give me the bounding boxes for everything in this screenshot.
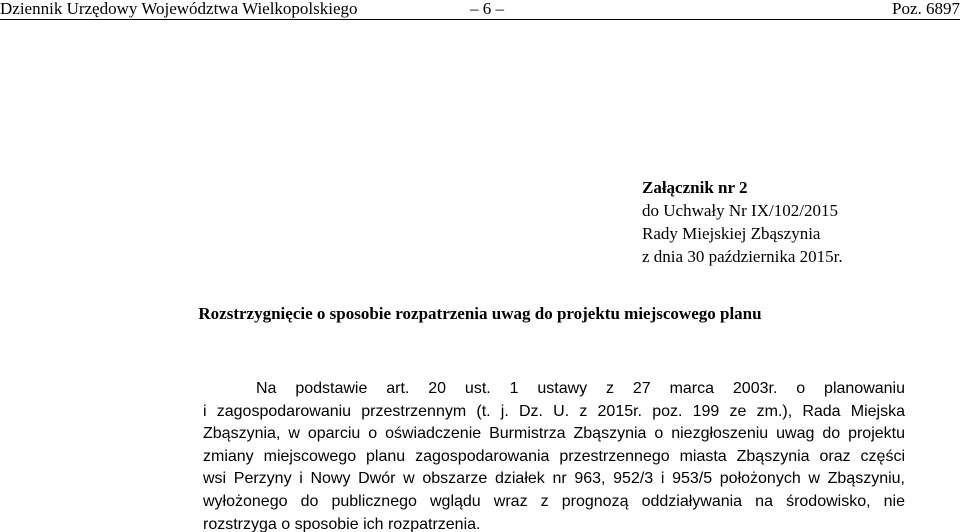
body-line: rozstrzyga o sposobie ich rozpatrzenia. bbox=[203, 515, 481, 532]
body-line: zmiany miejscowego planu zagospodarowania przestrzennego miasta Zbąszynia oraz części bbox=[203, 447, 905, 465]
annex-block bbox=[642, 176, 843, 268]
body-paragraph bbox=[203, 378, 905, 532]
page-header bbox=[0, 0, 960, 18]
body-line: i zagospodarowaniu przestrzennym (t. j. Dz. U. z 2015r. poz. 199 ze zm.), Rada Miejska bbox=[203, 402, 905, 420]
annex-date: z dnia 30 października 2015r. bbox=[642, 247, 843, 266]
header-divider bbox=[0, 19, 960, 20]
page-number: – 6 – bbox=[470, 0, 504, 18]
body-line: wyłożonego do publicznego wglądu wraz z prognozą oddziaływania na środowisko, nie bbox=[203, 492, 905, 510]
position-number: Poz. 6897 bbox=[892, 0, 960, 18]
journal-title: Dziennik Urzędowy Województwa Wielkopolskiego bbox=[0, 0, 358, 18]
annex-resolution: do Uchwały Nr IX/102/2015 bbox=[642, 201, 838, 220]
annex-council: Rady Miejskiej Zbąszynia bbox=[642, 224, 821, 243]
body-line: Na podstawie art. 20 ust. 1 ustawy z 27 marca 2003r. o planowaniu bbox=[256, 380, 905, 397]
body-line: Zbąszynia, w oparciu o oświadczenie Burmistrza Zbąszynia o niezgłoszeniu uwag do projektu bbox=[203, 425, 905, 443]
body-line: wsi Perzyny i Nowy Dwór w obszarze działek nr 963, 952/3 i 953/5 położonych w Zbąszyniu, bbox=[203, 470, 905, 488]
document-title: Rozstrzygnięcie o sposobie rozpatrzenia uwag do projektu miejscowego planu bbox=[198, 304, 762, 323]
annex-title: Załącznik nr 2 bbox=[642, 178, 748, 197]
